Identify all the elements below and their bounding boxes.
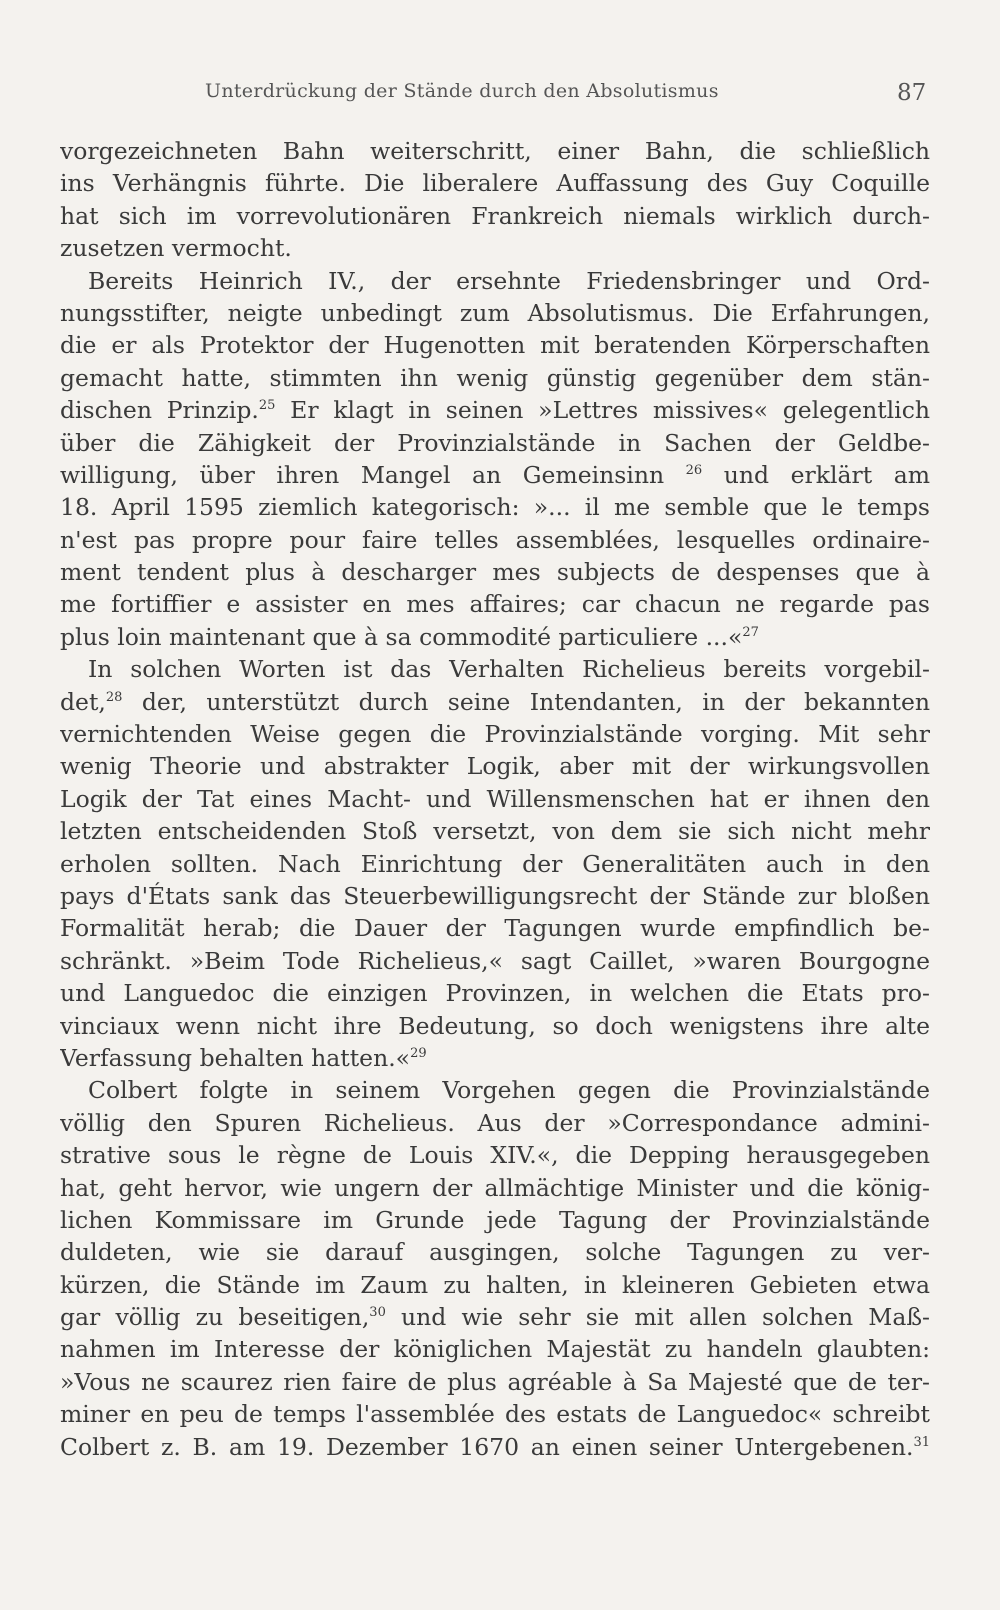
text-line <box>60 167 930 199</box>
line-text: vernichtenden Weise gegen die Provinzialstände vorging. Mit sehr <box>60 720 930 749</box>
line-text: pays d'États sank das Steuerbewilligungsrecht der Stände zur bloßen <box>60 881 930 910</box>
footnote-marker: 25 <box>258 398 276 414</box>
text-line <box>60 621 930 653</box>
text-line <box>60 556 930 588</box>
text-line <box>60 135 930 167</box>
line-text: Verfassung behalten hatten.« <box>60 1043 411 1072</box>
text-line <box>60 1074 930 1106</box>
line-text: Logik der Tat eines Macht- und Willensmenschen hat er ihnen den <box>60 784 930 813</box>
footnote-marker: 30 <box>369 1305 386 1321</box>
line-text: plus loin maintenant que à sa commodité particuliere ...« <box>60 622 743 651</box>
text-line <box>60 848 930 880</box>
line-text: willigung, über ihren Mangel an Gemeinsinn <box>60 460 686 489</box>
text-line <box>60 427 930 459</box>
text-line <box>60 491 930 523</box>
line-text: nahmen im Interesse der königlichen Majestät zu handeln glaubten: <box>60 1335 930 1364</box>
line-text: nungsstifter, neigte unbedingt zum Absolutismus. Die Erfahrungen, <box>60 298 930 327</box>
line-text: die er als Protektor der Hugenotten mit beratenden Körperschaften <box>60 331 930 360</box>
text-line <box>60 880 930 912</box>
text-line <box>60 783 930 815</box>
line-text: ment tendent plus à descharger mes subjects de despenses que à <box>60 558 930 587</box>
text-line <box>60 362 930 394</box>
text-line <box>60 1010 930 1042</box>
line-text: schränkt. »Beim Tode Richelieus,« sagt Caillet, »waren Bourgogne <box>60 946 930 975</box>
line-text: 18. April 1595 ziemlich kategorisch: »... il me semble que le temps <box>60 493 930 522</box>
line-text-continued: und wie sehr sie mit allen solchen Maß- <box>385 1303 930 1332</box>
line-text: wenig Theorie und abstrakter Logik, aber mit der wirkungsvollen <box>60 752 930 781</box>
line-text: vorgezeichneten Bahn weiterschritt, einer Bahn, die schließlich <box>60 137 930 165</box>
page-number: 87 <box>897 80 927 106</box>
text-line <box>60 1269 930 1301</box>
body-text <box>60 135 930 1463</box>
footnote-marker: 28 <box>105 689 123 705</box>
footnote-marker: 26 <box>685 462 703 478</box>
line-text: hat, geht hervor, wie ungern der allmächtige Minister und die könig- <box>60 1173 930 1202</box>
line-text: me fortiffier e assister en mes affaires; car chacun ne regarde pas <box>60 590 930 619</box>
text-line <box>60 1042 930 1074</box>
line-text: letzten entscheidenden Stoß versetzt, von dem sie sich nicht mehr <box>60 817 930 846</box>
line-text: völlig den Spuren Richelieus. Aus der »Correspondance admini- <box>60 1108 930 1137</box>
text-line <box>60 1236 930 1268</box>
text-line <box>60 459 930 491</box>
text-line <box>60 1139 930 1171</box>
line-text-continued: Er klagt in seinen »Lettres missives« gelegentlich <box>275 396 930 425</box>
text-line <box>60 297 930 329</box>
line-text: über die Zähigkeit der Provinzialstände in Sachen der Geldbe- <box>60 428 930 457</box>
line-text: »Vous ne scaurez rien faire de plus agréable à Sa Majesté que de ter- <box>60 1367 930 1396</box>
text-line <box>60 1172 930 1204</box>
line-text: vinciaux wenn nicht ihre Bedeutung, so doch wenigstens ihre alte <box>60 1011 930 1040</box>
text-line <box>60 265 930 297</box>
text-line <box>60 1366 930 1398</box>
text-line <box>60 750 930 782</box>
line-text-continued: der, unterstützt durch seine Intendanten, in der bekannten <box>122 687 930 716</box>
text-line <box>60 329 930 361</box>
text-line <box>60 912 930 944</box>
line-text: miner en peu de temps l'assemblée des estats de Languedoc« schreibt <box>60 1400 930 1429</box>
text-line <box>60 1301 930 1333</box>
line-text: dischen Prinzip. <box>60 396 259 425</box>
line-text: Colbert folgte in seinem Vorgehen gegen die Provinzialstände <box>88 1076 930 1105</box>
line-text: kürzen, die Stände im Zaum zu halten, in kleineren Gebieten etwa <box>60 1270 930 1299</box>
text-line <box>60 1333 930 1365</box>
line-text: n'est pas propre pour faire telles assemblées, lesquelles ordinaire- <box>60 525 930 554</box>
line-text: Colbert z. B. am 19. Dezember 1670 an einen seiner Untergebenen. <box>60 1432 914 1461</box>
text-line <box>60 653 930 685</box>
line-text-continued: und erklärt am <box>702 460 930 489</box>
text-line <box>60 945 930 977</box>
line-text: hat sich im vorrevolutionären Frankreich niemals wirklich durch- <box>60 201 930 230</box>
text-line <box>60 1398 930 1430</box>
text-line <box>60 1431 930 1463</box>
line-text: In solchen Worten ist das Verhalten Richelieus bereits vorgebil- <box>88 655 930 684</box>
line-text: det, <box>60 687 106 716</box>
line-text: Formalität herab; die Dauer der Tagungen wurde empfindlich be- <box>60 914 930 943</box>
line-text: strative sous le règne de Louis XIV.«, die Depping herausgegeben <box>60 1141 930 1170</box>
text-line <box>60 588 930 620</box>
text-line <box>60 977 930 1009</box>
line-text: und Languedoc die einzigen Provinzen, in welchen die Etats pro- <box>60 979 930 1008</box>
line-text: lichen Kommissare im Grunde jede Tagung der Provinzialstände <box>60 1205 930 1234</box>
footnote-marker: 29 <box>410 1045 427 1061</box>
line-text: erholen sollten. Nach Einrichtung der Generalitäten auch in den <box>60 849 930 878</box>
footnote-marker: 31 <box>913 1434 930 1450</box>
text-line <box>60 718 930 750</box>
line-text: zusetzen vermocht. <box>60 234 292 263</box>
text-line <box>60 1107 930 1139</box>
line-text: Bereits Heinrich IV., der ersehnte Friedensbringer und Ord- <box>88 266 930 295</box>
text-line <box>60 1204 930 1236</box>
footnote-marker: 27 <box>742 624 759 640</box>
line-text: gemacht hatte, stimmten ihn wenig günstig gegenüber dem stän- <box>60 363 930 392</box>
text-line <box>60 524 930 556</box>
line-text: gar völlig zu beseitigen, <box>60 1303 370 1332</box>
text-line <box>60 686 930 718</box>
running-head: Unterdrückung der Stände durch den Absolutismus <box>205 80 719 102</box>
text-line <box>60 815 930 847</box>
text-line <box>60 232 930 264</box>
text-line <box>60 394 930 426</box>
text-line <box>60 200 930 232</box>
line-text: duldeten, wie sie darauf ausgingen, solche Tagungen zu ver- <box>60 1238 930 1267</box>
line-text: ins Verhängnis führte. Die liberalere Auffassung des Guy Coquille <box>60 169 930 198</box>
